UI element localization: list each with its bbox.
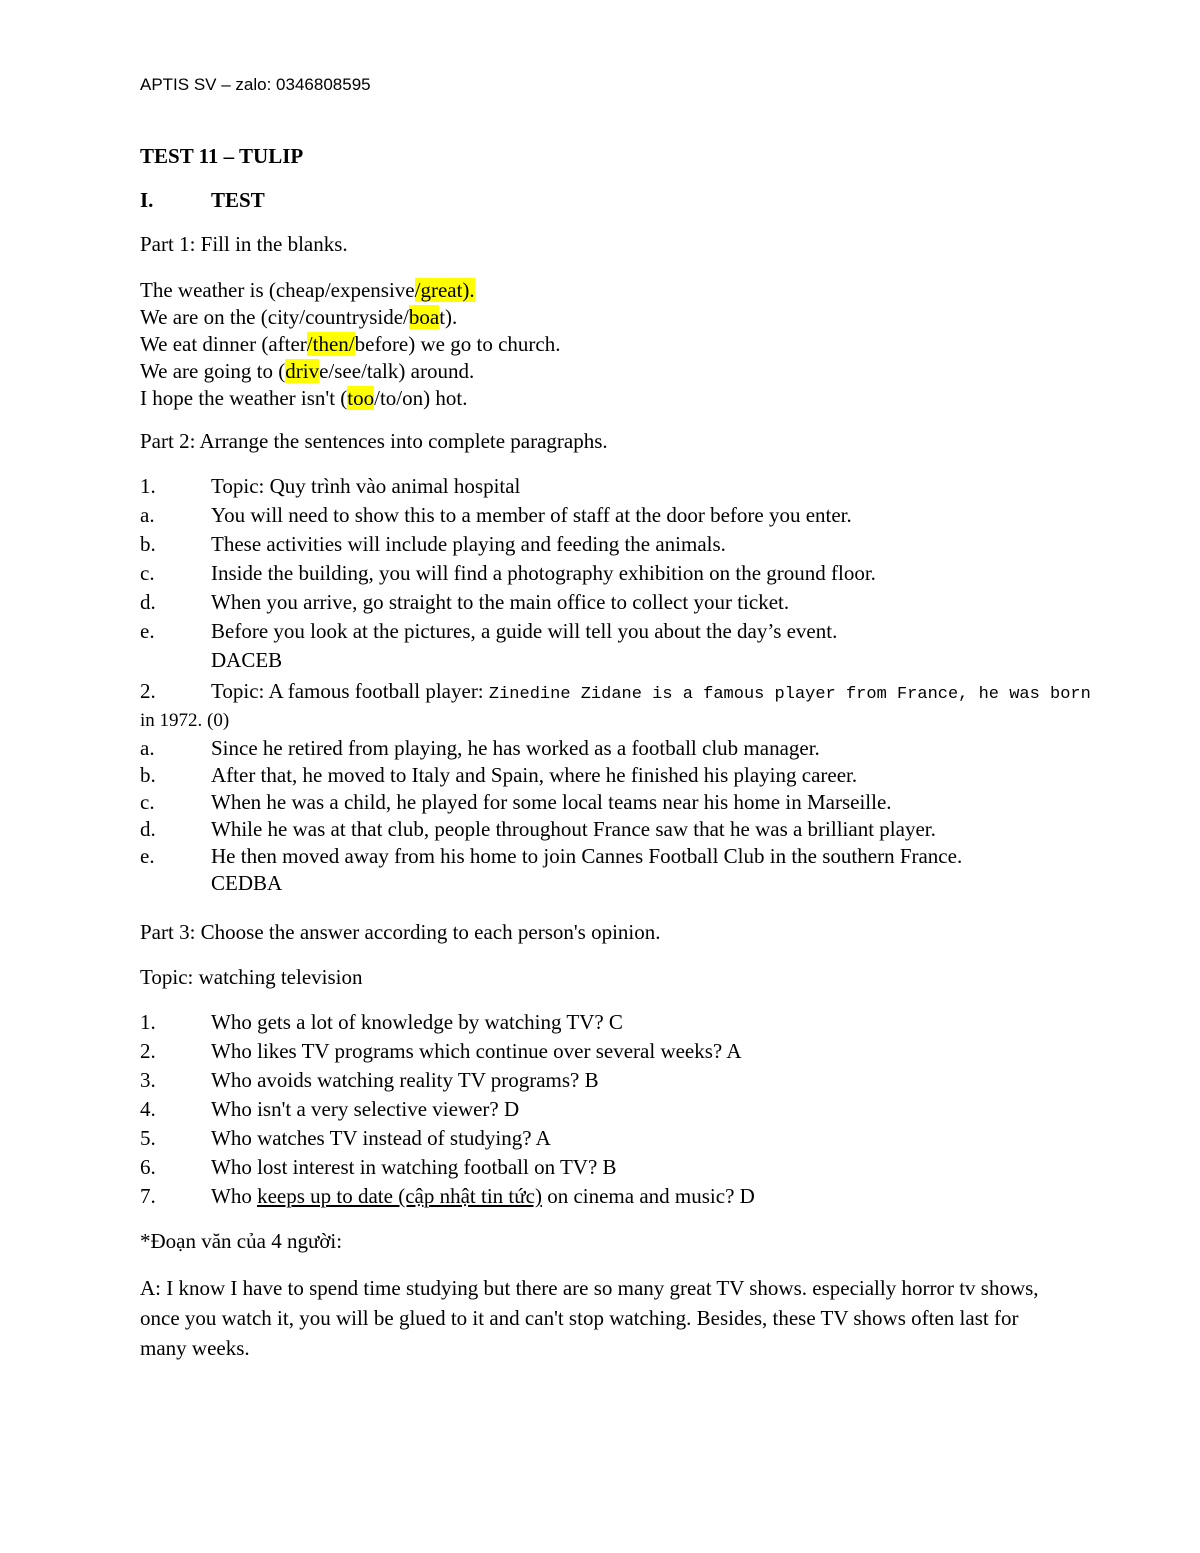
line-text: /to/on) hot. — [374, 386, 468, 410]
topic-row — [140, 677, 1091, 706]
topic-text: Topic: Quy trình vào animal hospital — [211, 474, 521, 498]
part2-heading: Part 2: Arrange the sentences into complete paragraphs. — [140, 429, 608, 453]
list-label: d. — [140, 590, 156, 614]
question-item — [140, 1008, 1070, 1037]
list-item — [140, 843, 1070, 870]
item-text: Since he retired from playing, he has worked as a football club manager. — [211, 736, 820, 760]
note-text: *Đoạn văn của 4 người: — [140, 1229, 343, 1253]
highlighted-answer: too — [347, 386, 375, 410]
part1-heading: Part 1: Fill in the blanks. — [140, 232, 348, 256]
question-item — [140, 1037, 1070, 1066]
question-item — [140, 1153, 1070, 1182]
list-label: 2. — [140, 1039, 156, 1063]
fill-line — [140, 358, 1070, 385]
list-label: c. — [140, 561, 155, 585]
line-text: We are going to ( — [140, 359, 286, 383]
line-text: e/see/talk) around. — [319, 359, 475, 383]
list-label: 1. — [140, 474, 156, 498]
line-text: We are on the (city/countryside/ — [140, 305, 409, 329]
item-text: Before you look at the pictures, a guide will tell you about the day’s event. — [211, 619, 838, 643]
topic-text: Topic: watching television — [140, 965, 363, 989]
list-label: 5. — [140, 1126, 156, 1150]
list-label: a. — [140, 736, 155, 760]
page-header: APTIS SV – zalo: 0346808595 — [140, 75, 371, 94]
fill-line — [140, 277, 1070, 304]
list-label: 1. — [140, 1010, 156, 1034]
item-text: After that, he moved to Italy and Spain, where he finished his playing career. — [211, 763, 858, 787]
section-heading — [140, 188, 265, 213]
highlighted-answer: boa — [408, 305, 440, 329]
item-text: You will need to show this to a member of staff at the door before you enter. — [211, 503, 852, 527]
list-item — [140, 559, 1070, 588]
fill-line — [140, 331, 1070, 358]
part3-note — [140, 1228, 1070, 1255]
list-item — [140, 735, 1070, 762]
list-label: e. — [140, 619, 155, 643]
highlighted-answer: /then/ — [306, 332, 355, 356]
question-item — [140, 1124, 1070, 1153]
list-item — [140, 530, 1070, 559]
list-item — [140, 789, 1070, 816]
item-text: These activities will include playing and feeding the animals. — [211, 532, 726, 556]
part2 — [140, 428, 1070, 455]
question-item — [140, 1066, 1070, 1095]
item-text: Inside the building, you will find a photography exhibition on the ground floor. — [211, 561, 876, 585]
list-item — [140, 501, 1070, 530]
list-item — [140, 617, 1070, 646]
question-text: Who — [211, 1184, 258, 1208]
part2-topic2 — [140, 677, 1091, 897]
question-item — [140, 1095, 1070, 1124]
list-label: b. — [140, 532, 156, 556]
part3-questions — [140, 1008, 1070, 1211]
item-text: When he was a child, he played for some local teams near his home in Marseille. — [211, 790, 892, 814]
item-text: While he was at that club, people throughout France saw that he was a brilliant player. — [211, 817, 936, 841]
section-label: TEST — [211, 188, 265, 212]
part3 — [140, 919, 1070, 946]
part1-lines — [140, 277, 1070, 412]
question-text: Who watches TV instead of studying? A — [211, 1126, 551, 1150]
line-text: We eat dinner (after — [140, 332, 307, 356]
question-text: Who avoids watching reality TV programs? B — [211, 1068, 599, 1092]
answer-key: DACEB — [211, 648, 283, 672]
section-number: I. — [140, 188, 154, 212]
part2-topic1 — [140, 472, 1070, 675]
line-text: The weather is (cheap/expensive — [140, 278, 415, 302]
question-text: Who lost interest in watching football on TV? B — [211, 1155, 617, 1179]
test-title: TEST 11 – TULIP — [140, 144, 304, 168]
fill-line — [140, 385, 1070, 412]
paragraph-a: A: I know I have to spend time studying but there are so many great TV shows. especially horror tv shows, once you watch it, you will be glued to it and can't stop watching. Besides, these TV shows often last for many weeks. — [140, 1276, 1039, 1360]
line-text: I hope the weather isn't ( — [140, 386, 348, 410]
topic-text: Topic: A famous football player: — [211, 679, 489, 703]
question-text: Who gets a lot of knowledge by watching TV? C — [211, 1010, 623, 1034]
underlined-phrase: keeps up to date (cập nhật tin tức) — [257, 1184, 542, 1208]
highlighted-answer: /great). — [414, 278, 475, 302]
question-item — [140, 1182, 1070, 1211]
part3-topic — [140, 964, 1070, 991]
highlighted-answer: driv — [285, 359, 320, 383]
list-label: 7. — [140, 1184, 156, 1208]
list-label: c. — [140, 790, 155, 814]
item-text: He then moved away from his home to join Cannes Football Club in the southern France. — [211, 844, 963, 868]
list-label: 4. — [140, 1097, 156, 1121]
list-label: 2. — [140, 679, 156, 703]
question-text: Who likes TV programs which continue over several weeks? A — [211, 1039, 742, 1063]
part1 — [140, 231, 1070, 258]
part3-heading: Part 3: Choose the answer according to each person's opinion. — [140, 920, 661, 944]
topic-row — [140, 472, 1070, 501]
item-text: When you arrive, go straight to the main office to collect your ticket. — [211, 590, 790, 614]
list-label: e. — [140, 844, 155, 868]
topic-continuation: in 1972. (0) — [140, 710, 230, 731]
topic-sentence: Zinedine Zidane is a famous player from France, he was born — [488, 685, 1091, 704]
list-item — [140, 816, 1070, 843]
list-label: d. — [140, 817, 156, 841]
question-text: Who isn't a very selective viewer? D — [211, 1097, 520, 1121]
question-text: on cinema and music? D — [541, 1184, 755, 1208]
list-item — [140, 762, 1070, 789]
list-label: 6. — [140, 1155, 156, 1179]
line-text: before) we go to church. — [354, 332, 561, 356]
list-label: a. — [140, 503, 155, 527]
fill-line — [140, 304, 1070, 331]
answer-key: CEDBA — [211, 871, 283, 895]
line-text: t). — [439, 305, 458, 329]
list-item — [140, 588, 1070, 617]
list-label: b. — [140, 763, 156, 787]
list-label: 3. — [140, 1068, 156, 1092]
